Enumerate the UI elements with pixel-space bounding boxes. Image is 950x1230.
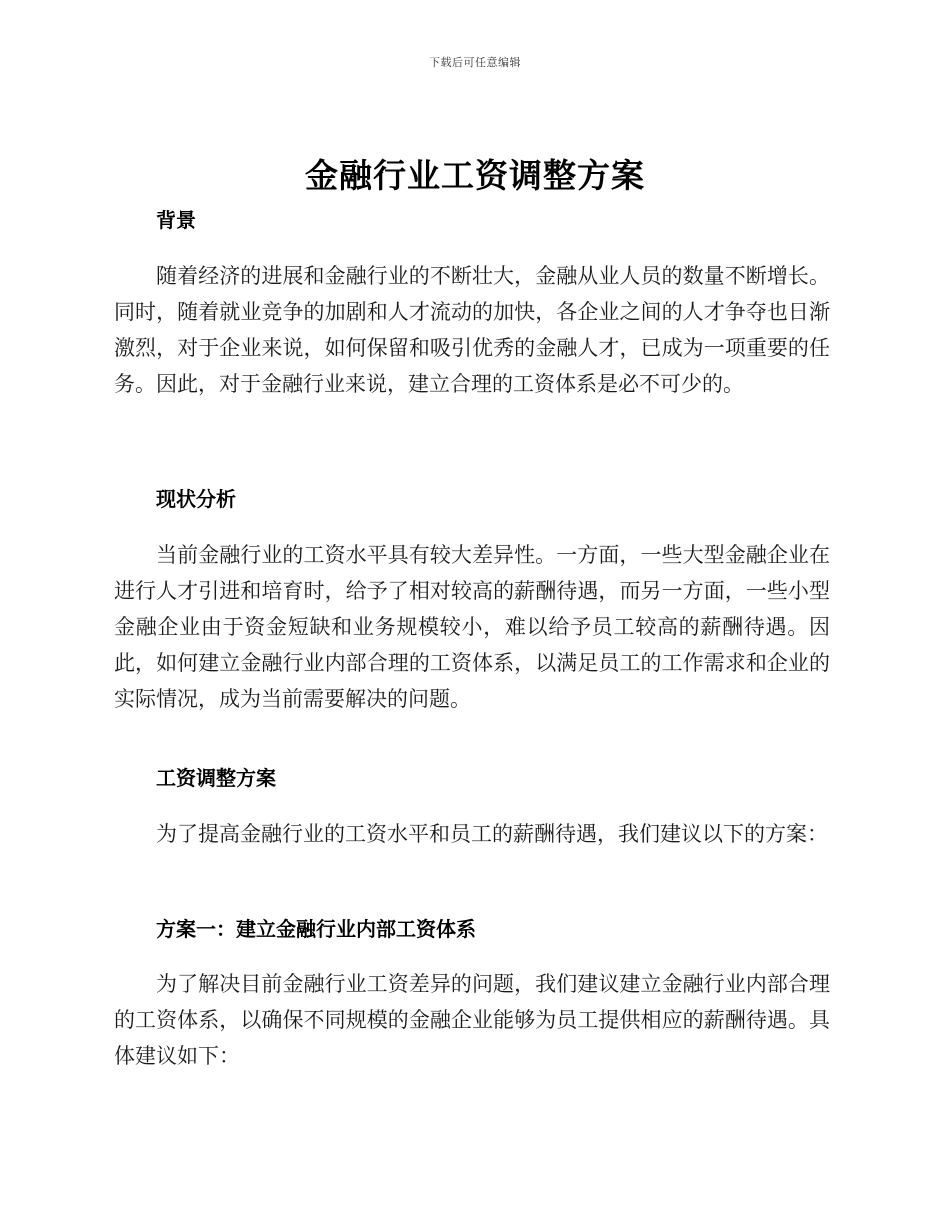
section-heading-background: 背景	[156, 208, 196, 232]
page-header-note: 下载后可任意编辑	[429, 56, 521, 69]
document-title: 金融行业工资调整方案	[305, 156, 645, 195]
section-heading-salary-plan: 工资调整方案	[156, 766, 276, 790]
section-paragraph-plan-one: 为了解决目前金融行业工资差异的问题，我们建议建立金融行业内部合理的工资体系，以确保不同规模的金融企业能够为员工提供相应的薪酬待遇。具体建议如下：	[114, 972, 830, 1068]
section-paragraph-salary-plan: 为了提高金融行业的工资水平和员工的薪酬待遇，我们建议以下的方案：	[156, 822, 828, 846]
section-heading-status-analysis: 现状分析	[156, 487, 236, 511]
section-paragraph-background: 随着经济的进展和金融行业的不断壮大，金融从业人员的数量不断增长。同时，随着就业竞争的加剧和人才流动的加快，各企业之间的人才争夺也日渐激烈，对于企业来说，如何保留和吸引优秀的金融人才，已成为一项重要的任务。因此，对于金融行业来说，建立合理的工资体系是必不可少的。	[114, 264, 830, 396]
section-heading-plan-one: 方案一：建立金融行业内部工资体系	[156, 917, 476, 941]
section-paragraph-status-analysis: 当前金融行业的工资水平具有较大差异性。一方面，一些大型金融企业在进行人才引进和培育时，给予了相对较高的薪酬待遇，而另一方面，一些小型金融企业由于资金短缺和业务规模较小，难以给予员工较高的薪酬待遇。因此，如何建立金融行业内部合理的工资体系，以满足员工的工作需求和企业的实际情况，成为当前需要解决的问题。	[114, 543, 830, 711]
